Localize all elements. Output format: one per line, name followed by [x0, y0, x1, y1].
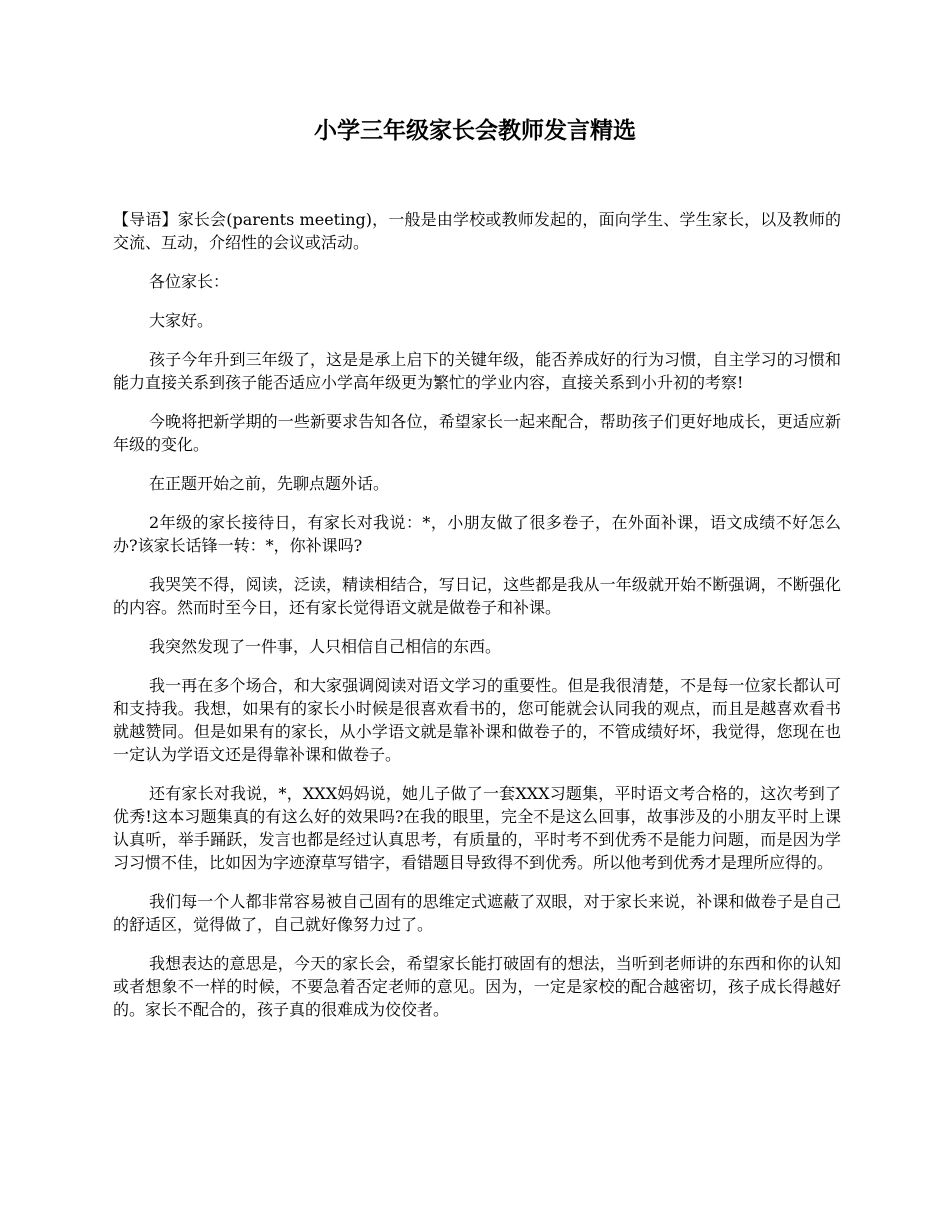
body-paragraph: 我突然发现了一件事，人只相信自己相信的东西。 [149, 637, 502, 656]
intro-paragraph: 【导语】家长会(parents meeting)，一般是由学校或教师发起的，面向学生、学生家长，以及教师的交流、互动，介绍性的会议或活动。 [113, 210, 841, 252]
body-paragraph: 在正题开始之前，先聊点题外话。 [149, 474, 390, 493]
document-title: 小学三年级家长会教师发言精选 [314, 117, 636, 144]
body-paragraph: 孩子今年升到三年级了，这是是承上启下的关键年级，能否养成好的行为习惯，自主学习的习惯和能力直接关系到孩子能否适应小学高年级更为繁忙的学业内容，直接关系到小升初的考察! [113, 350, 841, 392]
document-body [113, 208, 841, 1021]
body-paragraph: 2年级的家长接待日，有家长对我说：*，小朋友做了很多卷子，在外面补课，语文成绩不好怎么办?该家长话锋一转：*，你补课吗? [113, 513, 841, 555]
salutation: 各位家长： [149, 272, 230, 291]
greeting: 大家好。 [149, 311, 214, 330]
body-paragraph: 还有家长对我说，*，XXX妈妈说，她儿子做了一套XXX习题集，平时语文考合格的，这次考到了优秀!这本习题集真的有这么好的效果吗?在我的眼里，完全不是这么回事，故事涉及的小朋友平时上课认真听，举手踊跃，发言也都是经过认真思考，有质量的，平时考不到优秀不是能力问题，而是因为学习习惯不佳，比如因为字迹潦草写错字，看错题目导致得不到优秀。所以他考到优秀才是理所应得的。 [113, 784, 841, 872]
body-paragraph: 我哭笑不得，阅读，泛读，精读相结合，写日记，这些都是我从一年级就开始不断强调，不断强化的内容。然而时至今日，还有家长觉得语文就是做卷子和补课。 [113, 575, 841, 617]
body-paragraph: 我一再在多个场合，和大家强调阅读对语文学习的重要性。但是我很清楚，不是每一位家长都认可和支持我。我想，如果有的家长小时候是很喜欢看书的，您可能就会认同我的观点，而且是越喜欢看书就越赞同。但是如果有的家长，从小学语文就是靠补课和做卷子的，不管成绩好坏，我觉得，您现在也一定认为学语文还是得靠补课和做卷子。 [113, 676, 841, 764]
body-paragraph: 今晚将把新学期的一些新要求告知各位，希望家长一起来配合，帮助孩子们更好地成长，更适应新年级的变化。 [113, 412, 841, 454]
body-paragraph: 我们每一个人都非常容易被自己固有的思维定式遮蔽了双眼，对于家长来说，补课和做卷子是自己的舒适区，觉得做了，自己就好像努力过了。 [113, 892, 841, 934]
body-paragraph: 我想表达的意思是，今天的家长会，希望家长能打破固有的想法，当听到老师讲的东西和你的认知或者想象不一样的时候，不要急着否定老师的意见。因为，一定是家校的配合越密切，孩子成长得越好的。家长不配合的，孩子真的很难成为佼佼者。 [113, 954, 841, 1019]
